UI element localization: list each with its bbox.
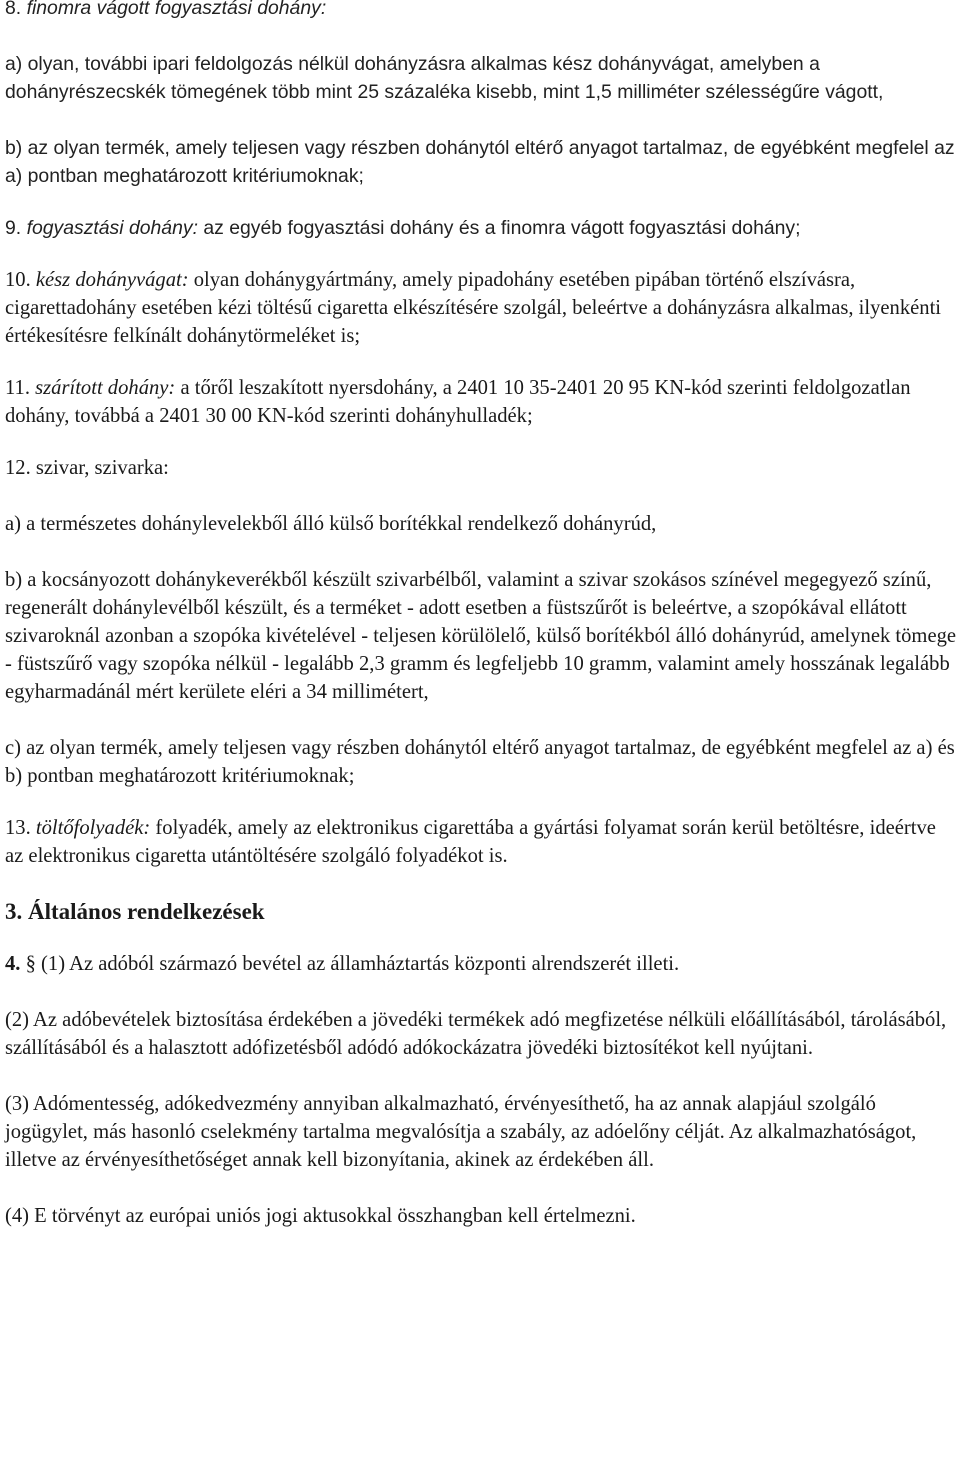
item-12-point-b: b) a kocsányozott dohánykeverékből készült szivarbélből, valamint a szivar szokásos színével megegyező színű, regenerált dohánylevélből készült, és a terméket - adott esetben a füstszűrőt is beleértve, a szopókával ellátott szivaroknál azonban a szopóka kivételével - teljesen körülölelő, külső borítékból álló dohányrúd, amelynek tömege - füstszűrő vagy szopóka nélkül - legalább 2,3 gramm és legfeljebb 10 gramm, valamint amely hosszának legalább egyharmadánál mért kerülete eléri a 34 millimétert, xyxy=(5,569,957,703)
item-11 xyxy=(5,374,957,430)
paragraph-4-1 xyxy=(5,950,957,978)
document-page xyxy=(5,0,957,1230)
item-8-term: finomra vágott fogyasztási dohány: xyxy=(26,0,327,19)
item-12-point-a: a) a természetes dohánylevelekből álló külső borítékkal rendelkező dohányrúd, xyxy=(5,513,657,535)
section-3-title: 3. Általános rendelkezések xyxy=(5,899,265,924)
item-13-number: 13. xyxy=(5,817,36,839)
item-9 xyxy=(5,214,957,242)
item-11-number: 11. xyxy=(5,377,36,399)
paragraph-4-4: (4) E törvényt az európai uniós jogi aktusokkal összhangban kell értelmezni. xyxy=(5,1205,636,1227)
item-8-point-b: b) az olyan termék, amely teljesen vagy részben dohánytól eltérő anyagot tartalmaz, de egyébként megfelel az a) pontban meghatározott kritériumoknak; xyxy=(5,137,955,187)
item-10-text: olyan dohánygyártmány, amely pipadohány esetében pipában történő elszívásra, cigarettadohány esetében kézi töltésű cigaretta elkészítésére szolgál, beleértve a dohányzásra alkalmas, ilyenkénti értékesítésre felkínált dohánytörmeléket is; xyxy=(5,269,942,347)
item-12-point-c: c) az olyan termék, amely teljesen vagy részben dohánytól eltérő anyagot tartalmaz, de egyébként megfelel az a) és b) pontban meghatározott kritériumoknak; xyxy=(5,737,955,787)
item-10-term: kész dohányvágat: xyxy=(35,269,189,291)
item-10-number: 10. xyxy=(5,269,36,291)
item-9-text: az egyéb fogyasztási dohány és a finomra vágott fogyasztási dohány; xyxy=(197,217,801,239)
item-12-heading: 12. szivar, szivarka: xyxy=(5,457,169,479)
item-9-term: fogyasztási dohány: xyxy=(26,217,198,239)
item-8-heading xyxy=(5,0,957,22)
item-8-number: 8. xyxy=(5,0,27,19)
section-sign: § xyxy=(20,953,42,975)
item-11-term: szárított dohány: xyxy=(35,377,176,399)
item-8-point-a: a) olyan, további ipari feldolgozás nélkül dohányzásra alkalmas kész dohányvágat, amelyben a dohányrészecskék tömegének több mint 25 százaléka kisebb, mint 1,5 milliméter szélességűre vágott, xyxy=(5,53,884,103)
item-9-number: 9. xyxy=(5,217,27,239)
paragraph-4-1-text: (1) Az adóból származó bevétel az államháztartás központi alrendszerét illeti. xyxy=(41,953,680,975)
paragraph-4-number: 4. xyxy=(5,953,21,975)
item-10 xyxy=(5,266,957,350)
paragraph-4-2: (2) Az adóbevételek biztosítása érdekében a jövedéki termékek adó megfizetése nélküli előállításából, tárolásából, szállításából és a halasztott adófizetésből adódó adókockázatra jövedéki biztosítékot kell nyújtani. xyxy=(5,1009,947,1059)
item-13-text: folyadék, amely az elektronikus cigarettába a gyártási folyamat során kerül betöltésre, ideértve az elektronikus cigaretta utántöltésére szolgáló folyadékot is. xyxy=(5,817,936,867)
item-13 xyxy=(5,814,957,870)
item-13-term: töltőfolyadék: xyxy=(35,817,151,839)
paragraph-4-3: (3) Adómentesség, adókedvezmény annyiban alkalmazható, érvényesíthető, ha az annak alapjául szolgáló jogügylet, más hasonló cselekmény tartalma megvalósítja a szabály, az adóelőny célját. Az alkalmazhatóságot, illetve az érvényesíthetőséget annak kell bizonyítania, akinek az érdekében áll. xyxy=(5,1093,917,1171)
item-11-text: a tőről leszakított nyersdohány, a 2401 10 35-2401 20 95 KN-kód szerinti feldolgozatlan dohány, továbbá a 2401 30 00 KN-kód szerinti dohányhulladék; xyxy=(5,377,911,427)
